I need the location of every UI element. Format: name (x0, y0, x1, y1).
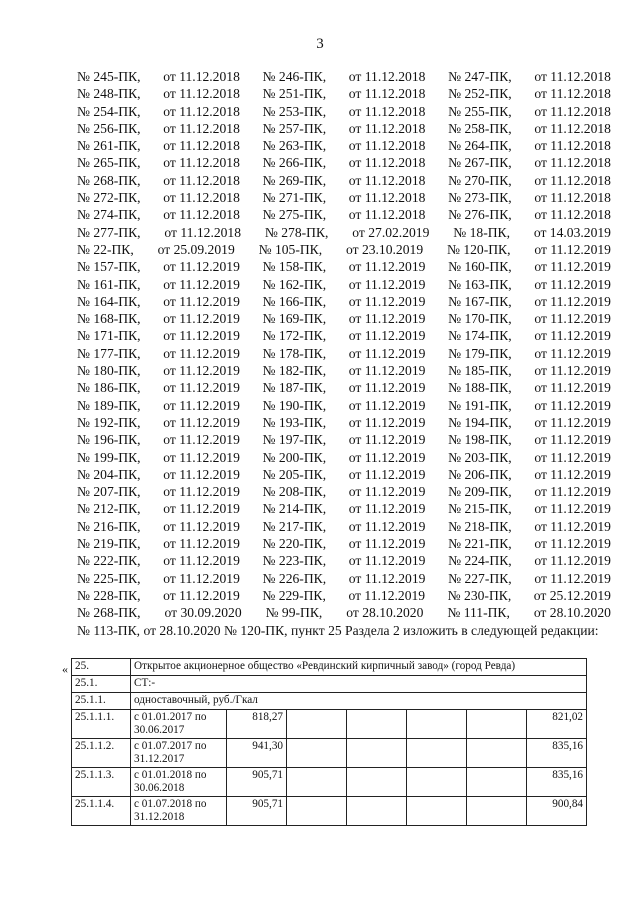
resolution-number: № 157-ПК, (77, 259, 141, 275)
resolution-number: № 227-ПК, (448, 570, 512, 586)
resolution-date: от 11.12.2019 (534, 311, 611, 327)
reference-row (77, 137, 611, 154)
resolution-date: от 11.12.2019 (163, 587, 240, 603)
resolution-number: № 18-ПК, (453, 224, 511, 240)
empty-cell (407, 797, 467, 826)
organization-name: Открытое акционерное общество «Ревдинский кирпичный завод» (город Ревда) (131, 659, 587, 676)
resolution-date: от 11.12.2019 (348, 380, 426, 396)
resolution-number: № 256-ПК, (77, 120, 141, 136)
resolution-number: № 248-ПК, (77, 86, 141, 102)
value-cell: 835,16 (527, 768, 587, 797)
reference-row (77, 449, 611, 466)
resolution-number: № 257-ПК, (262, 120, 327, 136)
resolution-date: от 11.12.2019 (348, 414, 426, 430)
resolution-number: № 209-ПК, (448, 484, 512, 500)
resolution-date: от 11.12.2018 (348, 69, 426, 84)
resolution-number: № 274-ПК, (77, 207, 141, 223)
resolution-date: от 11.12.2018 (163, 172, 240, 188)
resolution-number: № 185-ПК, (448, 363, 512, 379)
resolution-number: № 245-ПК, (77, 69, 141, 84)
reference-row (77, 120, 611, 137)
resolution-date: от 11.12.2018 (534, 155, 611, 171)
resolution-date: от 11.12.2019 (163, 345, 240, 361)
empty-cell (407, 710, 467, 739)
resolution-date: от 25.09.2019 (157, 241, 235, 257)
row-number: 25.1.1.2. (72, 739, 131, 768)
tariff-type-label: одноставочный, руб./Гкал (131, 693, 587, 710)
resolution-number: № 163-ПК, (448, 276, 512, 292)
resolution-number: № 207-ПК, (77, 484, 141, 500)
resolution-date: от 11.12.2019 (348, 553, 426, 569)
resolution-number: № 228-ПК, (77, 587, 141, 603)
resolution-number: № 215-ПК, (448, 501, 512, 517)
resolution-number: № 193-ПК, (262, 414, 327, 430)
period-cell: с 01.01.2018 по 30.06.2018 (131, 768, 227, 797)
resolution-date: от 11.12.2019 (163, 432, 240, 448)
value-cell: 818,27 (227, 710, 287, 739)
empty-cell (287, 739, 347, 768)
resolution-number: № 171-ПК, (77, 328, 141, 344)
reference-row (77, 206, 611, 223)
resolution-date: от 11.12.2019 (534, 466, 611, 482)
resolution-date: от 11.12.2019 (163, 518, 240, 534)
resolution-date: от 28.10.2020 (533, 605, 611, 621)
resolution-date: от 11.12.2019 (534, 363, 611, 379)
resolution-date: от 11.12.2019 (163, 397, 240, 413)
reference-row (77, 604, 611, 621)
resolution-date: от 11.12.2019 (348, 311, 426, 327)
resolution-number: № 229-ПК, (262, 587, 326, 603)
resolution-number: № 172-ПК, (262, 328, 327, 344)
value-cell: 835,16 (527, 739, 587, 768)
resolution-date: от 11.12.2019 (348, 587, 426, 603)
resolution-date: от 11.12.2019 (163, 380, 240, 396)
resolution-date: от 11.12.2019 (348, 501, 426, 517)
resolution-number: № 189-ПК, (77, 397, 141, 413)
period-cell: с 01.01.2017 по 30.06.2017 (131, 710, 227, 739)
reference-row (77, 154, 611, 171)
resolution-number: № 161-ПК, (77, 276, 141, 292)
opening-quote-mark: « (62, 662, 68, 676)
resolution-date: от 11.12.2019 (163, 328, 240, 344)
resolution-date: от 11.12.2018 (163, 69, 240, 84)
resolution-date: от 11.12.2019 (534, 276, 611, 292)
resolution-number: № 180-ПК, (77, 363, 141, 379)
resolution-number: № 192-ПК, (77, 414, 141, 430)
resolution-number: № 191-ПК, (448, 397, 512, 413)
resolution-number: № 199-ПК, (77, 449, 141, 465)
resolution-number: № 217-ПК, (262, 518, 327, 534)
page-number: 3 (316, 36, 324, 52)
row-number: 25.1.1.3. (72, 768, 131, 797)
resolution-number: № 164-ПК, (77, 293, 141, 309)
resolution-number: № 169-ПК, (262, 311, 327, 327)
empty-cell (407, 739, 467, 768)
resolution-date: от 11.12.2019 (348, 484, 426, 500)
value-cell: 941,30 (227, 739, 287, 768)
resolution-date: от 11.12.2019 (534, 380, 611, 396)
resolution-number: № 263-ПК, (262, 138, 327, 154)
value-cell: 900,84 (527, 797, 587, 826)
resolution-number: № 187-ПК, (262, 380, 327, 396)
resolution-date: от 25.12.2019 (533, 587, 611, 603)
resolution-number: № 197-ПК, (262, 432, 327, 448)
row-number: 25.1.1. (72, 693, 131, 710)
resolution-number: № 269-ПК, (262, 172, 327, 188)
resolution-date: от 11.12.2019 (534, 518, 611, 534)
resolution-number: № 214-ПК, (262, 501, 327, 517)
resolution-number: № 186-ПК, (77, 380, 141, 396)
resolution-number: № 99-ПК, (265, 605, 323, 621)
resolution-date: от 11.12.2019 (163, 501, 240, 517)
resolution-number: № 223-ПК, (262, 553, 327, 569)
resolution-date: от 11.12.2019 (348, 570, 426, 586)
row-number: 25.1. (72, 676, 131, 693)
reference-row (77, 362, 611, 379)
resolution-date: от 11.12.2019 (163, 363, 240, 379)
reference-row (77, 327, 611, 344)
row-number: 25.1.1.1. (72, 710, 131, 739)
value-cell: 905,71 (227, 797, 287, 826)
resolution-number: № 264-ПК, (448, 138, 512, 154)
resolution-number: № 158-ПК, (262, 259, 327, 275)
resolution-number: № 221-ПК, (448, 536, 512, 552)
resolution-number: № 170-ПК, (448, 311, 512, 327)
reference-row (77, 587, 611, 604)
resolution-date: от 11.12.2019 (348, 259, 426, 275)
resolution-date: от 11.12.2019 (534, 414, 611, 430)
resolution-date: от 11.12.2018 (348, 86, 426, 102)
resolution-date: от 11.12.2019 (534, 484, 611, 500)
empty-cell (347, 768, 407, 797)
resolution-number: № 216-ПК, (77, 518, 141, 534)
resolution-date: от 11.12.2018 (348, 172, 426, 188)
empty-cell (467, 710, 527, 739)
resolution-date: от 11.12.2018 (534, 190, 611, 206)
value-cell: 821,02 (527, 710, 587, 739)
resolution-date: от 27.02.2019 (352, 224, 430, 240)
resolution-number: № 277-ПК, (77, 224, 141, 240)
table-row (72, 676, 587, 693)
resolution-date: от 11.12.2018 (163, 120, 240, 136)
resolution-date: от 11.12.2019 (163, 553, 240, 569)
resolution-number: № 220-ПК, (262, 536, 327, 552)
resolution-date: от 28.10.2020 (346, 605, 424, 621)
resolution-number: № 160-ПК, (448, 259, 512, 275)
resolution-number: № 219-ПК, (77, 536, 141, 552)
resolution-number: № 268-ПК, (77, 605, 141, 621)
empty-cell (287, 710, 347, 739)
resolution-date: от 11.12.2018 (163, 190, 240, 206)
resolution-date: от 11.12.2019 (534, 570, 611, 586)
resolution-date: от 11.12.2018 (348, 138, 426, 154)
resolution-date: от 11.12.2019 (534, 328, 611, 344)
resolution-date: от 11.12.2018 (534, 172, 611, 188)
resolution-date: от 11.12.2019 (163, 311, 240, 327)
resolution-date: от 11.12.2018 (163, 207, 240, 223)
resolution-date: от 11.12.2018 (534, 69, 611, 84)
reference-row (77, 518, 611, 535)
resolution-date: от 11.12.2019 (534, 501, 611, 517)
resolution-number: № 205-ПК, (262, 466, 327, 482)
resolution-number: № 273-ПК, (448, 190, 512, 206)
resolution-number: № 198-ПК, (448, 432, 512, 448)
tariff-table (71, 658, 587, 826)
resolution-date: от 11.12.2019 (534, 345, 611, 361)
empty-cell (467, 739, 527, 768)
resolution-date: от 11.12.2019 (163, 259, 240, 275)
resolution-number: № 224-ПК, (448, 553, 512, 569)
resolution-date: от 11.12.2019 (163, 276, 240, 292)
resolution-date: от 11.12.2018 (534, 86, 611, 102)
resolution-number: № 271-ПК, (262, 190, 327, 206)
empty-cell (467, 768, 527, 797)
resolution-number: № 177-ПК, (77, 345, 141, 361)
resolution-date: от 23.10.2019 (345, 241, 424, 257)
resolution-date: от 11.12.2019 (348, 536, 426, 552)
resolution-date: от 30.09.2020 (164, 605, 242, 621)
empty-cell (467, 797, 527, 826)
section-label: СТ:- (131, 676, 587, 693)
resolution-date: от 11.12.2018 (348, 120, 426, 136)
empty-cell (287, 768, 347, 797)
empty-cell (287, 797, 347, 826)
closing-paragraph: № 113-ПК, от 28.10.2020 № 120-ПК, пункт 25 Раздела 2 изложить в следующей редакции: (77, 623, 599, 638)
resolution-number: № 253-ПК, (262, 103, 327, 119)
resolution-date: от 11.12.2019 (348, 432, 426, 448)
reference-row (77, 258, 611, 275)
resolution-number: № 190-ПК, (262, 397, 327, 413)
resolution-date: от 11.12.2019 (348, 328, 426, 344)
resolution-date: от 11.12.2019 (534, 241, 611, 257)
resolution-date: от 11.12.2019 (534, 553, 611, 569)
resolution-number: № 258-ПК, (448, 120, 512, 136)
resolution-date: от 11.12.2018 (163, 103, 240, 119)
resolution-date: от 11.12.2018 (534, 103, 611, 119)
resolution-number: № 22-ПК, (77, 241, 134, 257)
resolution-number: № 254-ПК, (77, 103, 141, 119)
row-number: 25. (72, 659, 131, 676)
resolution-date: от 11.12.2018 (348, 155, 426, 171)
resolution-number: № 168-ПК, (77, 311, 141, 327)
resolution-date: от 11.12.2019 (534, 397, 611, 413)
table-row (72, 797, 587, 826)
resolution-number: № 276-ПК, (448, 207, 512, 223)
resolution-date: от 11.12.2019 (348, 466, 426, 482)
resolution-number: № 272-ПК, (77, 190, 141, 206)
reference-row (77, 431, 611, 448)
resolution-date: от 11.12.2018 (163, 155, 240, 171)
resolution-date: от 11.12.2019 (163, 536, 240, 552)
period-cell: с 01.07.2018 по 31.12.2018 (131, 797, 227, 826)
reference-row (77, 500, 611, 517)
resolution-number: № 105-ПК, (258, 241, 323, 257)
table-row (72, 693, 587, 710)
resolution-number: № 203-ПК, (448, 449, 512, 465)
table-row (72, 659, 587, 676)
resolution-date: от 11.12.2019 (348, 449, 426, 465)
reference-row (77, 466, 611, 483)
table-row (72, 739, 587, 768)
resolution-date: от 11.12.2018 (534, 207, 611, 223)
resolution-number: № 206-ПК, (448, 466, 512, 482)
resolution-date: от 11.12.2019 (348, 276, 426, 292)
reference-row (77, 310, 611, 327)
resolution-date: от 11.12.2018 (163, 138, 240, 154)
reference-row (77, 345, 611, 362)
resolution-number: № 275-ПК, (262, 207, 327, 223)
resolution-number: № 208-ПК, (262, 484, 327, 500)
resolution-date: от 11.12.2019 (534, 293, 611, 309)
resolution-date: от 11.12.2019 (348, 293, 426, 309)
resolution-number: № 255-ПК, (448, 103, 512, 119)
reference-row (77, 68, 611, 85)
resolution-number: № 111-ПК, (447, 605, 510, 621)
resolution-date: от 11.12.2019 (348, 518, 426, 534)
resolution-date: от 11.12.2019 (534, 536, 611, 552)
resolution-number: № 222-ПК, (77, 553, 141, 569)
reference-row (77, 241, 611, 258)
resolution-number: № 188-ПК, (448, 380, 512, 396)
empty-cell (347, 797, 407, 826)
resolution-number: № 196-ПК, (77, 432, 141, 448)
resolution-number: № 166-ПК, (262, 293, 327, 309)
resolution-number: № 120-ПК, (446, 241, 511, 257)
reference-row (77, 397, 611, 414)
resolution-number: № 179-ПК, (448, 345, 512, 361)
period-cell: с 01.07.2017 по 31.12.2017 (131, 739, 227, 768)
resolution-date: от 11.12.2018 (534, 138, 611, 154)
table-row (72, 768, 587, 797)
empty-cell (347, 739, 407, 768)
reference-row (77, 552, 611, 569)
reference-row (77, 379, 611, 396)
resolution-date: от 11.12.2018 (348, 207, 426, 223)
resolution-number: № 194-ПК, (448, 414, 512, 430)
resolution-number: № 252-ПК, (448, 86, 512, 102)
resolution-number: № 200-ПК, (262, 449, 327, 465)
resolution-number: № 226-ПК, (262, 570, 327, 586)
resolution-date: от 11.12.2019 (163, 293, 240, 309)
resolution-number: № 261-ПК, (77, 138, 141, 154)
resolution-date: от 11.12.2019 (163, 484, 240, 500)
reference-row (77, 85, 611, 102)
resolution-number: № 225-ПК, (77, 570, 141, 586)
resolution-number: № 230-ПК, (447, 587, 512, 603)
resolution-number: № 167-ПК, (448, 293, 512, 309)
resolution-date: от 11.12.2019 (534, 432, 611, 448)
reference-row (77, 570, 611, 587)
resolution-number: № 270-ПК, (448, 172, 512, 188)
resolution-date: от 11.12.2019 (348, 345, 426, 361)
resolution-date: от 11.12.2018 (164, 224, 242, 240)
resolution-date: от 11.12.2019 (534, 259, 611, 275)
resolution-number: № 162-ПК, (262, 276, 327, 292)
resolution-date: от 11.12.2019 (163, 449, 240, 465)
resolution-number: № 178-ПК, (262, 345, 327, 361)
row-number: 25.1.1.4. (72, 797, 131, 826)
reference-row (77, 293, 611, 310)
reference-list (77, 68, 611, 622)
resolution-date: от 11.12.2019 (163, 466, 240, 482)
resolution-number: № 267-ПК, (448, 155, 512, 171)
resolution-date: от 11.12.2019 (348, 363, 426, 379)
resolution-number: № 204-ПК, (77, 466, 141, 482)
resolution-date: от 11.12.2019 (163, 570, 240, 586)
resolution-number: № 251-ПК, (262, 86, 327, 102)
value-cell: 905,71 (227, 768, 287, 797)
resolution-number: № 265-ПК, (77, 155, 141, 171)
resolution-number: № 174-ПК, (448, 328, 512, 344)
resolution-number: № 266-ПК, (262, 155, 327, 171)
empty-cell (407, 768, 467, 797)
reference-row (77, 172, 611, 189)
resolution-number: № 218-ПК, (448, 518, 512, 534)
resolution-number: № 247-ПК, (448, 69, 512, 84)
reference-row (77, 414, 611, 431)
resolution-date: от 11.12.2019 (534, 449, 611, 465)
resolution-date: от 11.12.2018 (348, 103, 426, 119)
reference-row (77, 535, 611, 552)
reference-row (77, 189, 611, 206)
reference-row (77, 483, 611, 500)
resolution-date: от 14.03.2019 (533, 224, 611, 240)
table-row (72, 710, 587, 739)
resolution-date: от 11.12.2019 (163, 414, 240, 430)
resolution-number: № 212-ПК, (77, 501, 141, 517)
reference-row (77, 224, 611, 241)
empty-cell (347, 710, 407, 739)
resolution-date: от 11.12.2018 (348, 190, 426, 206)
resolution-date: от 11.12.2019 (348, 397, 426, 413)
resolution-date: от 11.12.2018 (534, 120, 611, 136)
resolution-date: от 11.12.2018 (163, 86, 240, 102)
reference-row (77, 276, 611, 293)
resolution-number: № 268-ПК, (77, 172, 141, 188)
resolution-number: № 182-ПК, (262, 363, 327, 379)
reference-row (77, 103, 611, 120)
resolution-number: № 278-ПК, (264, 224, 329, 240)
resolution-number: № 246-ПК, (262, 69, 327, 84)
